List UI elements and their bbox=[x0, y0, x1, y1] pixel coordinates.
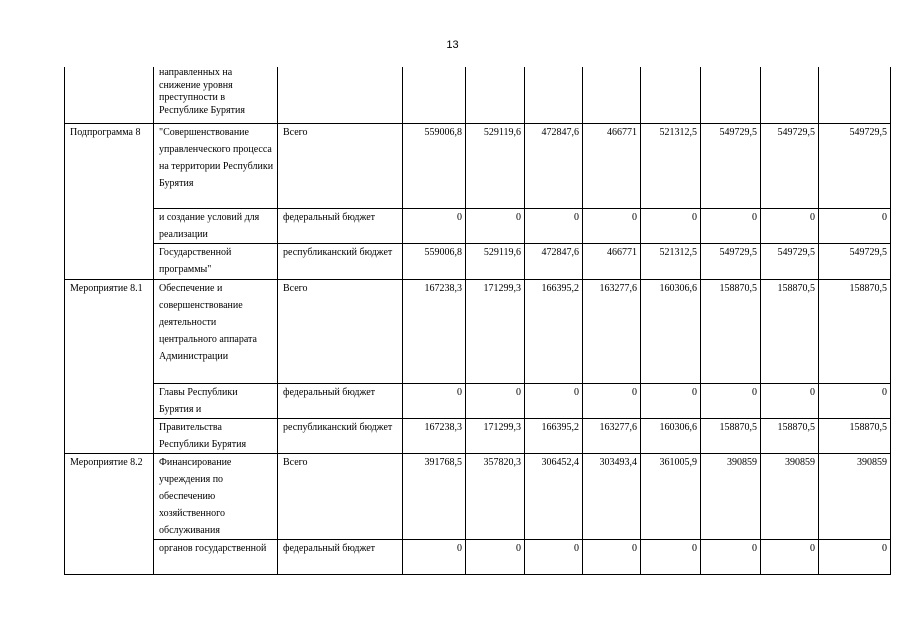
value-cell: 549729,5 bbox=[819, 123, 891, 208]
value-cell: 0 bbox=[641, 383, 701, 418]
value-cell: 559006,8 bbox=[403, 243, 466, 279]
value-cell: 0 bbox=[641, 208, 701, 243]
value-cell: 167238,3 bbox=[403, 279, 466, 383]
value-cell: 0 bbox=[761, 539, 819, 574]
value-cell: 158870,5 bbox=[701, 279, 761, 383]
table-cell bbox=[761, 67, 819, 123]
funding-source-cell: федеральный бюджет bbox=[278, 208, 403, 243]
value-cell: 529119,6 bbox=[466, 243, 525, 279]
value-cell: 521312,5 bbox=[641, 123, 701, 208]
budget-table bbox=[64, 67, 891, 575]
value-cell: 549729,5 bbox=[819, 243, 891, 279]
funding-source-cell: Всего bbox=[278, 123, 403, 208]
table-cell bbox=[525, 67, 583, 123]
program-name-cell: Финансирование учреждения по обеспечению хозяйственного обслуживания bbox=[154, 453, 278, 539]
program-name-cell: и создание условий для реализации bbox=[154, 208, 278, 243]
value-cell: 0 bbox=[403, 539, 466, 574]
table-cell bbox=[819, 67, 891, 123]
table-cell bbox=[701, 67, 761, 123]
value-cell: 166395,2 bbox=[525, 418, 583, 453]
program-name-cell: Главы Республики Бурятия и bbox=[154, 383, 278, 418]
value-cell: 160306,6 bbox=[641, 418, 701, 453]
value-cell: 0 bbox=[701, 539, 761, 574]
value-cell: 171299,3 bbox=[466, 418, 525, 453]
page-number: 13 bbox=[446, 39, 459, 51]
table-cell bbox=[641, 67, 701, 123]
table-cell bbox=[65, 67, 154, 123]
value-cell: 306452,4 bbox=[525, 453, 583, 539]
value-cell: 0 bbox=[819, 383, 891, 418]
value-cell: 549729,5 bbox=[701, 123, 761, 208]
table-row bbox=[65, 123, 891, 208]
value-cell: 549729,5 bbox=[701, 243, 761, 279]
table-row bbox=[65, 243, 891, 279]
value-cell: 0 bbox=[583, 383, 641, 418]
value-cell: 472847,6 bbox=[525, 123, 583, 208]
program-name-cell: "Совершенствование управленческого процесса на территории Республики Бурятия bbox=[154, 123, 278, 208]
funding-source-cell: федеральный бюджет bbox=[278, 539, 403, 574]
value-cell: 0 bbox=[583, 539, 641, 574]
table-row bbox=[65, 279, 891, 383]
funding-source-cell: Всего bbox=[278, 279, 403, 383]
value-cell: 0 bbox=[525, 539, 583, 574]
value-cell: 163277,6 bbox=[583, 279, 641, 383]
value-cell: 0 bbox=[701, 208, 761, 243]
program-name-cell: Государственной программы" bbox=[154, 243, 278, 279]
value-cell: 0 bbox=[641, 539, 701, 574]
value-cell: 0 bbox=[819, 539, 891, 574]
value-cell: 0 bbox=[819, 208, 891, 243]
table-row bbox=[65, 67, 891, 123]
table-row bbox=[65, 383, 891, 418]
value-cell: 466771 bbox=[583, 123, 641, 208]
value-cell: 529119,6 bbox=[466, 123, 525, 208]
funding-source-cell: Всего bbox=[278, 453, 403, 539]
value-cell: 158870,5 bbox=[819, 418, 891, 453]
value-cell: 0 bbox=[701, 383, 761, 418]
table-row bbox=[65, 418, 891, 453]
value-cell: 549729,5 bbox=[761, 243, 819, 279]
program-code-cell: Мероприятие 8.1 bbox=[65, 279, 154, 453]
value-cell: 549729,5 bbox=[761, 123, 819, 208]
table-cell bbox=[583, 67, 641, 123]
value-cell: 0 bbox=[525, 208, 583, 243]
value-cell: 472847,6 bbox=[525, 243, 583, 279]
value-cell: 167238,3 bbox=[403, 418, 466, 453]
value-cell: 390859 bbox=[819, 453, 891, 539]
value-cell: 0 bbox=[466, 383, 525, 418]
value-cell: 303493,4 bbox=[583, 453, 641, 539]
value-cell: 391768,5 bbox=[403, 453, 466, 539]
value-cell: 559006,8 bbox=[403, 123, 466, 208]
program-code-cell: Подпрограмма 8 bbox=[65, 123, 154, 279]
value-cell: 0 bbox=[525, 383, 583, 418]
table-row bbox=[65, 208, 891, 243]
value-cell: 158870,5 bbox=[761, 279, 819, 383]
funding-source-cell: республиканский бюджет bbox=[278, 418, 403, 453]
value-cell: 166395,2 bbox=[525, 279, 583, 383]
table-cell bbox=[403, 67, 466, 123]
value-cell: 357820,3 bbox=[466, 453, 525, 539]
measure-name-cell: направленных на снижение уровня преступности в Республике Бурятия bbox=[154, 67, 278, 123]
value-cell: 0 bbox=[403, 208, 466, 243]
table-cell bbox=[278, 67, 403, 123]
value-cell: 158870,5 bbox=[761, 418, 819, 453]
value-cell: 158870,5 bbox=[701, 418, 761, 453]
value-cell: 466771 bbox=[583, 243, 641, 279]
value-cell: 0 bbox=[403, 383, 466, 418]
value-cell: 160306,6 bbox=[641, 279, 701, 383]
table-row bbox=[65, 539, 891, 574]
value-cell: 390859 bbox=[761, 453, 819, 539]
value-cell: 521312,5 bbox=[641, 243, 701, 279]
value-cell: 0 bbox=[466, 208, 525, 243]
value-cell: 0 bbox=[761, 383, 819, 418]
value-cell: 0 bbox=[583, 208, 641, 243]
value-cell: 158870,5 bbox=[819, 279, 891, 383]
program-name-cell: Обеспечение и совершенствование деятельности центрального аппарата Администрации bbox=[154, 279, 278, 383]
funding-source-cell: федеральный бюджет bbox=[278, 383, 403, 418]
table-cell bbox=[466, 67, 525, 123]
value-cell: 163277,6 bbox=[583, 418, 641, 453]
program-name-cell: органов государственной bbox=[154, 539, 278, 574]
value-cell: 390859 bbox=[701, 453, 761, 539]
value-cell: 171299,3 bbox=[466, 279, 525, 383]
value-cell: 0 bbox=[761, 208, 819, 243]
value-cell: 361005,9 bbox=[641, 453, 701, 539]
table-row bbox=[65, 453, 891, 539]
value-cell: 0 bbox=[466, 539, 525, 574]
program-name-cell: Правительства Республики Бурятия bbox=[154, 418, 278, 453]
funding-source-cell: республиканский бюджет bbox=[278, 243, 403, 279]
program-code-cell: Мероприятие 8.2 bbox=[65, 453, 154, 574]
